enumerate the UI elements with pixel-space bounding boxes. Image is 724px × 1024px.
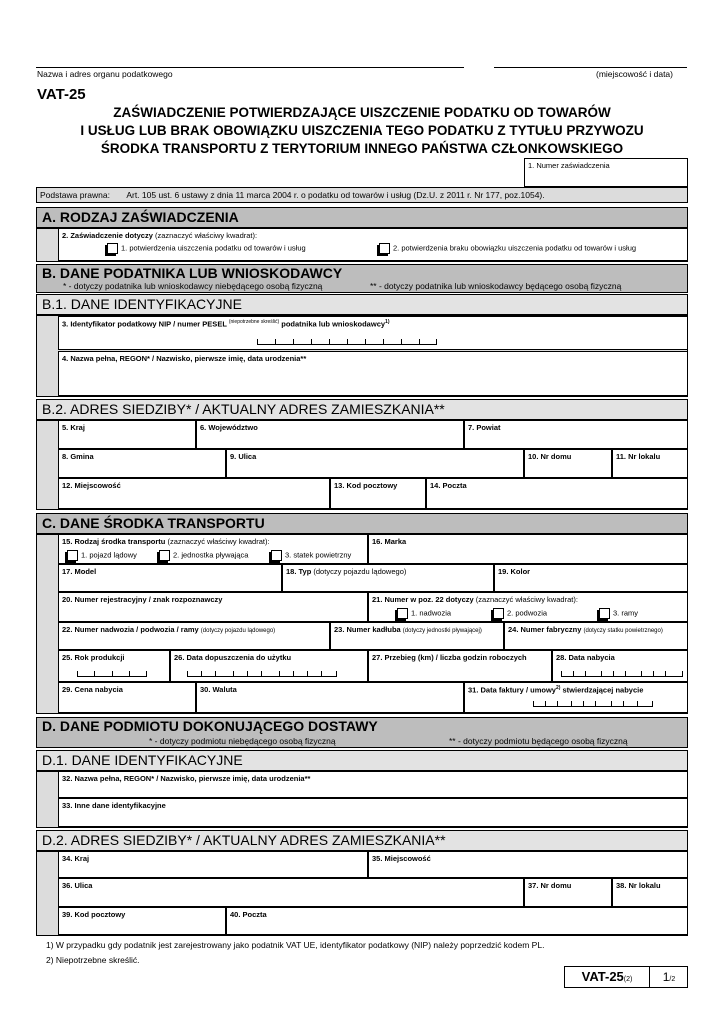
field-27-label: 27. Przebieg (km) / liczba godzin roboczych <box>372 653 527 662</box>
footer-code-box <box>564 966 688 988</box>
footer-page-number <box>651 967 687 987</box>
field-2-option-1[interactable] <box>107 243 306 254</box>
field-35-city[interactable] <box>368 851 688 878</box>
field-24-note: (dotyczy statku powietrznego) <box>583 628 663 634</box>
field-3-sup: (niepotrzebne skreślić) <box>228 319 280 325</box>
office-line <box>36 67 464 68</box>
footer-code-version: (2) <box>623 976 633 983</box>
field-31-invoice-date[interactable] <box>464 682 688 713</box>
field-4-label: 4. Nazwa pełna, REGON* / Nazwisko, pierwsze imię, data urodzenia** <box>62 354 307 363</box>
field-30-currency[interactable] <box>196 682 464 713</box>
field-2-label: 2. Zaświadczenie dotyczy <box>62 231 153 240</box>
place-date-line <box>494 67 687 68</box>
field-17-model[interactable] <box>58 564 282 592</box>
section-b2-title: B.2. ADRES SIEDZIBY* / AKTUALNY ADRES ZAMIESZKANIA** <box>36 399 688 420</box>
field-23-hull-number[interactable] <box>330 622 504 650</box>
field-9-label: 9. Ulica <box>230 452 257 461</box>
field-32-label: 32. Nazwa pełna, REGON* / Nazwisko, pierwsze imię, data urodzenia** <box>62 774 311 783</box>
option-21-2-label: 2. podwozia <box>507 608 548 618</box>
legal-basis-text: Art. 105 ust. 6 ustawy z dnia 11 marca 2004 r. o podatku od towarów i usług (Dz.U. z 2011 r. Nr 177, poz.1054). <box>126 190 545 200</box>
field-15-option-2[interactable] <box>159 550 248 561</box>
field-39-postal-code[interactable] <box>58 907 226 935</box>
field-6-voivodeship[interactable] <box>196 420 464 449</box>
option-1-label: 1. potwierdzenia uiszczenia podatku od towarów i usług <box>121 243 306 253</box>
field-40-label: 40. Poczta <box>230 910 267 919</box>
field-10-label: 10. Nr domu <box>528 452 572 461</box>
field-37-house-number[interactable] <box>524 878 612 907</box>
field-35-label: 35. Miejscowość <box>372 854 431 863</box>
field-12-label: 12. Miejscowość <box>62 481 121 490</box>
section-d1-title: D.1. DANE IDENTYFIKACYJNE <box>36 750 688 771</box>
checkbox-icon[interactable] <box>159 550 170 561</box>
field-36-label: 36. Ulica <box>62 881 93 890</box>
field-38-apartment-number[interactable] <box>612 878 688 907</box>
field-10-house-number[interactable] <box>524 449 612 478</box>
form-title <box>36 104 688 158</box>
option-21-1-label: 1. nadwozia <box>411 608 452 618</box>
field-2-option-2[interactable] <box>379 243 636 254</box>
field-7-county[interactable] <box>464 420 688 449</box>
field-38-label: 38. Nr lokalu <box>616 881 661 890</box>
field-27-mileage[interactable] <box>368 650 552 682</box>
field-33-label: 33. Inne dane identyfikacyjne <box>62 801 166 810</box>
field-9-street[interactable] <box>226 449 524 478</box>
section-b-note-2: ** - dotyczy podatnika lub wnioskodawcy będącego osobą fizyczną <box>370 281 622 291</box>
footer-code-text: VAT-25 <box>581 969 624 984</box>
section-b-header <box>36 264 688 293</box>
field-20-label: 20. Numer rejestracyjny / znak rozpoznawczy <box>62 595 223 604</box>
field-25-label: 25. Rok produkcji <box>62 653 125 662</box>
field-13-postal-code[interactable] <box>330 478 426 509</box>
office-label: Nazwa i adres organu podatkowego <box>37 69 173 79</box>
field-21-option-3[interactable] <box>599 608 638 619</box>
option-21-3-label: 3. ramy <box>613 608 639 618</box>
field-18-type[interactable] <box>282 564 494 592</box>
option-15-2-label: 2. jednostka pływająca <box>173 550 249 560</box>
field-1-certificate-number[interactable] <box>524 158 688 187</box>
field-11-label: 11. Nr lokalu <box>616 452 661 461</box>
section-b-note-1: * - dotyczy podatnika lub wnioskodawcy niebędącego osobą fizyczną <box>63 281 323 291</box>
field-19-color[interactable] <box>494 564 688 592</box>
checkbox-icon[interactable] <box>493 608 504 619</box>
field-3-footnote: 1) <box>385 319 390 325</box>
field-5-country[interactable] <box>58 420 196 449</box>
legal-basis-row <box>36 187 688 203</box>
footnote-1: 1) W przypadku gdy podatnik jest zarejestrowany jako podatnik VAT UE, identyfikator podatkowy (NIP) należy poprzedzić kodem PL. <box>46 940 545 950</box>
field-40-post-office[interactable] <box>226 907 688 935</box>
section-c-title: C. DANE ŚRODKA TRANSPORTU <box>36 513 688 534</box>
field-17-label: 17. Model <box>62 567 97 576</box>
field-15-option-3[interactable] <box>271 550 351 561</box>
field-37-label: 37. Nr domu <box>528 881 572 890</box>
field-31-label: 31. Data faktury / umowy <box>468 685 556 695</box>
option-2-label: 2. potwierdzenia braku obowiązku uiszczenia podatku od towarów i usług <box>393 243 637 253</box>
checkbox-icon[interactable] <box>379 243 390 254</box>
date-digit-ticks <box>187 671 337 677</box>
form-title-line1: ZAŚWIADCZENIE POTWIERDZAJĄCE UISZCZENIE PODATKU OD TOWARÓW <box>113 105 611 120</box>
section-d-header <box>36 717 688 748</box>
field-31-sup: 2) <box>555 685 561 691</box>
section-d-note-1: * - dotyczy podmiotu niebędącego osobą fizyczną <box>149 736 336 746</box>
field-36-street[interactable] <box>58 878 524 907</box>
field-8-commune[interactable] <box>58 449 226 478</box>
section-a-title: A. RODZAJ ZAŚWIADCZENIA <box>36 207 688 228</box>
field-22-label: 22. Numer nadwozia / podwozia / ramy <box>62 625 199 634</box>
field-3-label: 3. Identyfikator podatkowy NIP / numer PESEL <box>62 319 227 329</box>
field-26-admission-date[interactable] <box>170 650 368 682</box>
field-13-label: 13. Kod pocztowy <box>334 481 398 490</box>
field-19-label: 19. Kolor <box>498 567 531 576</box>
option-15-3-label: 3. statek powietrzny <box>285 550 352 560</box>
nip-digit-ticks <box>257 339 437 345</box>
section-b-title: B. DANE PODATNIKA LUB WNIOSKODAWCY <box>42 265 343 281</box>
field-22-note: (dotyczy pojazdu lądowego) <box>200 628 276 634</box>
field-2-note: (zaznaczyć właściwy kwadrat): <box>154 231 258 240</box>
section-d2-title: D.2. ADRES SIEDZIBY* / AKTUALNY ADRES ZAMIESZKANIA** <box>36 830 688 851</box>
field-4-name[interactable] <box>58 351 688 396</box>
date-digit-ticks <box>561 671 683 677</box>
checkbox-icon[interactable] <box>107 243 118 254</box>
field-23-label: 23. Numer kadłuba <box>334 625 401 634</box>
field-20-registration[interactable] <box>58 592 368 622</box>
field-34-country[interactable] <box>58 851 368 878</box>
field-6-label: 6. Województwo <box>200 423 258 432</box>
field-7-label: 7. Powiat <box>468 423 501 432</box>
field-30-label: 30. Waluta <box>200 685 237 694</box>
form-code: VAT-25 <box>37 86 86 103</box>
field-25-production-year[interactable] <box>58 650 170 682</box>
section-d-note-2: ** - dotyczy podmiotu będącego osobą fizyczną <box>449 736 628 746</box>
place-date-label: (miejscowość i data) <box>596 69 673 79</box>
field-3-label-2: podatnika lub wnioskodawcy <box>281 319 386 329</box>
field-23-note: (dotyczy jednostki pływającej) <box>402 628 482 634</box>
field-39-label: 39. Kod pocztowy <box>62 910 126 919</box>
field-1-label: 1. Numer zaświadczenia <box>528 161 610 170</box>
field-26-label: 26. Data dopuszczenia do użytku <box>174 653 292 662</box>
form-title-line3: ŚRODKA TRANSPORTU Z TERYTORIUM INNEGO PAŃSTWA CZŁONKOWSKIEGO <box>100 141 624 156</box>
checkbox-icon[interactable] <box>271 550 282 561</box>
field-8-label: 8. Gmina <box>62 452 94 461</box>
field-21-note: (zaznaczyć właściwy kwadrat): <box>475 595 578 604</box>
field-21-option-2[interactable] <box>493 608 547 619</box>
field-15-transport-type <box>58 534 368 564</box>
field-12-city[interactable] <box>58 478 330 509</box>
field-28-label: 28. Data nabycia <box>556 653 615 662</box>
checkbox-icon[interactable] <box>599 608 610 619</box>
field-15-option-1[interactable] <box>67 550 137 561</box>
section-d-title: D. DANE PODMIOTU DOKONUJĄCEGO DOSTAWY <box>42 718 378 734</box>
field-28-purchase-date[interactable] <box>552 650 688 682</box>
checkbox-icon[interactable] <box>397 608 408 619</box>
field-32-name[interactable] <box>58 771 688 798</box>
field-34-label: 34. Kraj <box>62 854 90 863</box>
field-16-make[interactable] <box>368 534 688 564</box>
year-digit-ticks <box>77 671 147 677</box>
field-18-label: 18. Typ <box>286 567 312 576</box>
field-11-apartment-number[interactable] <box>612 449 688 478</box>
section-b1-title: B.1. DANE IDENTYFIKACYJNE <box>36 294 688 315</box>
footnote-2: 2) Niepotrzebne skreślić. <box>46 955 140 965</box>
field-16-label: 16. Marka <box>372 537 407 546</box>
footer-page: 1 <box>662 970 670 984</box>
field-29-purchase-price[interactable] <box>58 682 196 713</box>
field-33-other-id[interactable] <box>58 798 688 827</box>
field-24-label: 24. Numer fabryczny <box>508 625 582 634</box>
field-15-note: (zaznaczyć właściwy kwadrat): <box>167 537 270 546</box>
field-18-note: (dotyczy pojazdu lądowego) <box>313 567 407 576</box>
field-31-label-2: stwierdzającej nabycie <box>562 685 644 695</box>
field-21-number-concerns <box>368 592 688 622</box>
field-3-nip-pesel[interactable] <box>58 316 688 350</box>
field-14-label: 14. Poczta <box>430 481 467 490</box>
checkbox-icon[interactable] <box>67 550 78 561</box>
field-22-body-number[interactable] <box>58 622 330 650</box>
footer-page-total: /2 <box>669 976 676 983</box>
option-15-1-label: 1. pojazd lądowy <box>81 550 137 560</box>
legal-basis-label: Podstawa prawna: <box>40 190 110 200</box>
field-21-option-1[interactable] <box>397 608 451 619</box>
field-21-label: 21. Numer w poz. 22 dotyczy <box>372 595 474 604</box>
field-24-factory-number[interactable] <box>504 622 688 650</box>
field-5-label: 5. Kraj <box>62 423 85 432</box>
field-29-label: 29. Cena nabycia <box>62 685 123 694</box>
field-14-post-office[interactable] <box>426 478 688 509</box>
field-2 <box>58 228 688 261</box>
footer-form-code <box>565 967 650 987</box>
date-digit-ticks <box>533 701 653 707</box>
field-15-label: 15. Rodzaj środka transportu <box>62 537 166 546</box>
form-title-line2: I USŁUG LUB BRAK OBOWIĄZKU UISZCZENIA TEGO PODATKU Z TYTUŁU PRZYWOZU <box>80 123 644 138</box>
